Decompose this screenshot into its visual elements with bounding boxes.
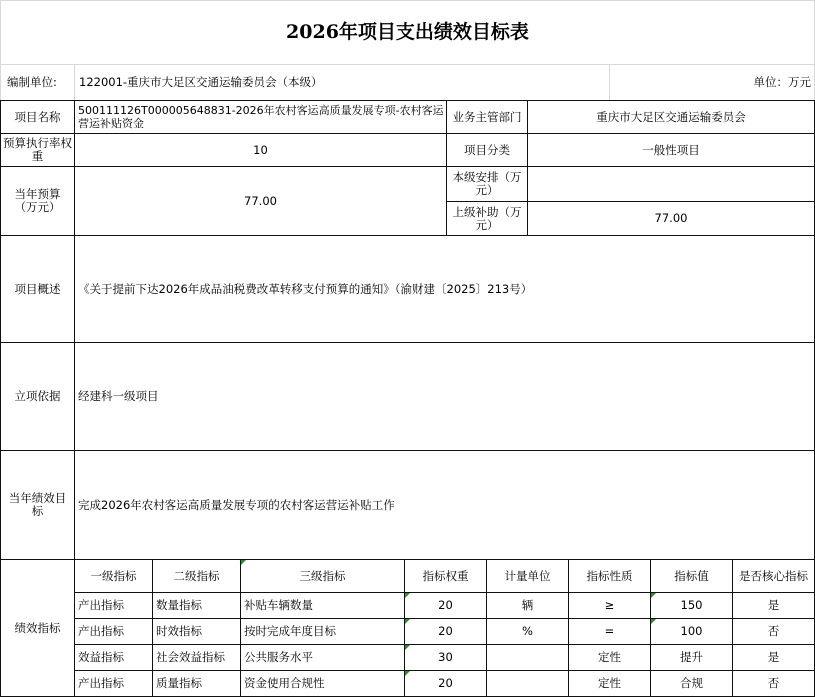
dept-value: 重庆市大足区交通运输委员会 <box>596 109 746 124</box>
indicator-header: 指标权重 <box>422 568 469 583</box>
page-title: 2026年项目支出绩效目标表 <box>286 20 529 43</box>
indicator-header: 二级指标 <box>173 568 220 583</box>
goal-value: 完成2026年农村客运高质量发展专项的农村客运营运补贴工作 <box>78 497 395 512</box>
indicator-cell: 提升 <box>680 650 703 664</box>
cell-flag-icon <box>405 645 410 650</box>
indicator-cell: 社会效益指标 <box>156 650 225 664</box>
cell-flag-icon <box>405 671 410 676</box>
indicator-cell: 否 <box>767 676 780 690</box>
basis-value: 经建科一级项目 <box>78 389 159 403</box>
overview-value: 《关于提前下达2026年成品油税费改革转移支付预算的通知》（渝财建〔2025〕213号） <box>78 281 533 296</box>
indicator-cell: 产出指标 <box>78 624 124 638</box>
unit-label: 编制单位: <box>7 74 57 89</box>
indicator-header: 指标性质 <box>586 568 633 583</box>
indicator-cell: 合规 <box>680 676 703 690</box>
indicator-cell: 补贴车辆数量 <box>244 598 313 612</box>
indicator-cell: % <box>522 624 533 638</box>
indicator-cell: 30 <box>438 650 453 664</box>
superior-label: 上级补助（万元） <box>452 204 522 232</box>
indicator-header: 计量单位 <box>504 568 551 583</box>
indicator-cell: 按时完成年度目标 <box>244 624 336 638</box>
cell-flag-icon <box>651 593 656 598</box>
indicator-cell: 质量指标 <box>156 676 202 690</box>
local-value <box>528 167 814 201</box>
indicator-cell: 资金使用合规性 <box>244 676 325 690</box>
category-label: 项目分类 <box>464 142 510 157</box>
indicator-cell: 20 <box>438 676 453 690</box>
indicator-cell: 效益指标 <box>78 650 124 664</box>
indicator-cell: 定性 <box>598 650 621 664</box>
project-name-label: 项目名称 <box>14 109 61 124</box>
budget-value: 77.00 <box>244 193 277 208</box>
weight-value: 10 <box>253 142 268 157</box>
indicator-cell: ≥ <box>604 598 615 612</box>
cell-flag-icon <box>405 593 410 598</box>
indicator-cell: 时效指标 <box>156 624 202 638</box>
indicator-cell: 辆 <box>521 598 534 612</box>
indicator-cell: 100 <box>680 624 703 638</box>
indicator-cell: 产出指标 <box>78 676 124 690</box>
project-name-value: 500111126T000005648831-2026年农村客运高质量发展专项-农村客运营运补贴资金 <box>78 104 444 130</box>
indicator-cell: 否 <box>767 624 780 638</box>
indicator-cell: 公共服务水平 <box>244 650 313 664</box>
basis-label: 立项依据 <box>14 389 61 403</box>
indicator-cell <box>487 645 568 670</box>
goal-label: 当年绩效目标 <box>8 491 67 518</box>
unit-value: 122001-重庆市大足区交通运输委员会（本级） <box>79 74 323 89</box>
budget-label: 当年预算（万元） <box>14 187 61 214</box>
cell-flag-icon <box>405 619 410 624</box>
indicators-label: 绩效指标 <box>14 620 61 635</box>
indicator-header: 指标值 <box>674 568 709 583</box>
indicator-cell: 数量指标 <box>156 598 202 612</box>
indicator-cell: 20 <box>438 624 453 638</box>
superior-value: 77.00 <box>654 211 688 225</box>
indicator-header: 一级指标 <box>90 568 137 583</box>
local-label: 本级安排（万元） <box>452 170 522 197</box>
indicator-cell: 产出指标 <box>78 598 124 612</box>
overview-label: 项目概述 <box>14 281 61 296</box>
indicator-header: 三级指标 <box>299 568 346 583</box>
indicator-cell <box>487 671 568 696</box>
indicator-cell: 是 <box>767 650 780 664</box>
indicator-cell: 定性 <box>598 676 621 690</box>
indicator-cell: 是 <box>767 598 780 612</box>
indicator-cell: 150 <box>680 598 703 612</box>
cell-flag-icon <box>651 619 656 624</box>
dept-label: 业务主管部门 <box>452 109 522 124</box>
category-value: 一般性项目 <box>642 142 700 157</box>
indicator-cell: = <box>604 624 615 638</box>
indicator-cell: 20 <box>438 598 453 612</box>
indicator-header: 是否核心指标 <box>739 568 808 583</box>
currency-label: 单位：万元 <box>753 74 811 89</box>
weight-label: 预算执行率权重 <box>3 136 72 163</box>
cell-flag-icon <box>241 560 246 565</box>
